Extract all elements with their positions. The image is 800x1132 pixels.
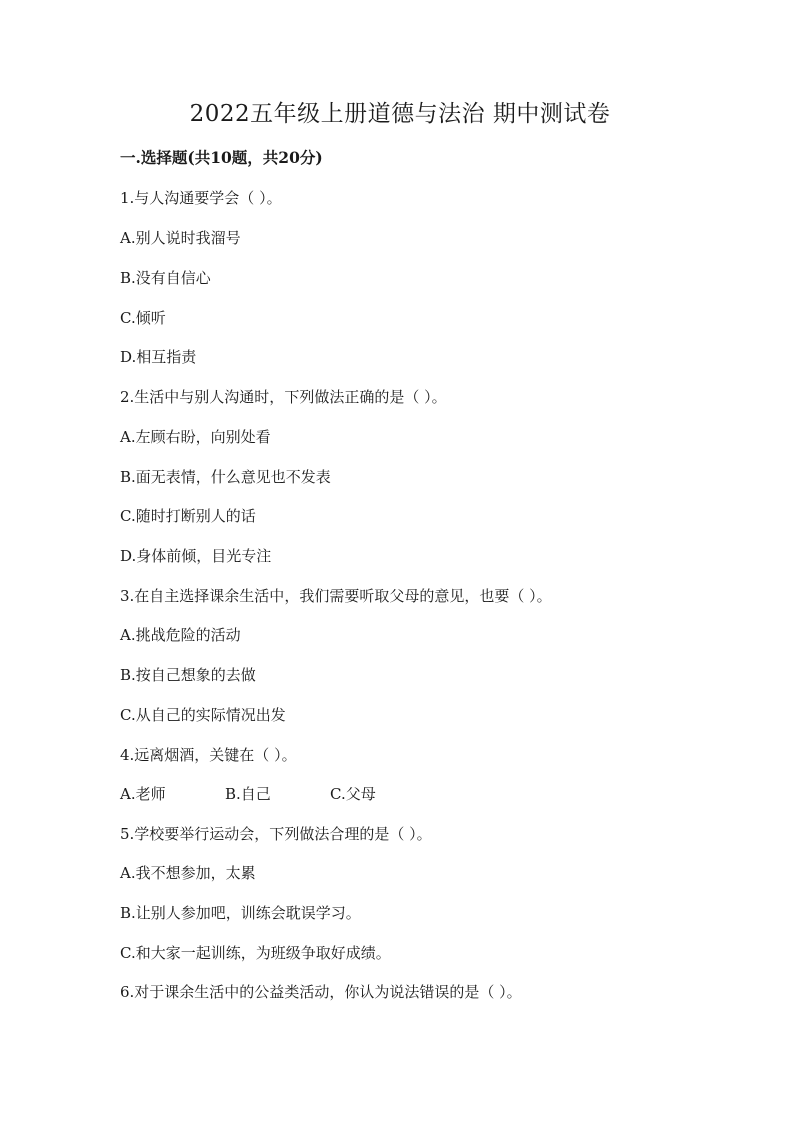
- question-2-option-a: A.左顾右盼，向别处看: [120, 428, 271, 446]
- question-2-option-b: B.面无表情，什么意见也不发表: [120, 468, 331, 486]
- question-1-option-a: A.别人说时我溜号: [120, 229, 241, 247]
- question-4-option-a: A.老师: [120, 785, 166, 803]
- question-3-option-b: B.按自己想象的去做: [120, 666, 256, 684]
- question-2-option-c: C.随时打断别人的话: [120, 507, 256, 525]
- question-3-option-a: A.挑战危险的活动: [120, 626, 241, 644]
- question-5-option-c: C.和大家一起训练，为班级争取好成绩。: [120, 944, 391, 962]
- question-2-option-d: D.身体前倾，目光专注: [120, 547, 272, 565]
- section-heading: 一.选择题(共10题，共20分): [120, 148, 323, 167]
- page-title: 2022五年级上册道德与法治 期中测试卷: [189, 101, 611, 127]
- question-5-stem: 5.学校要举行运动会，下列做法合理的是（ ）。: [120, 825, 432, 843]
- question-3-stem: 3.在自主选择课余生活中，我们需要听取父母的意见，也要（ ）。: [120, 587, 552, 605]
- question-5-option-b: B.让别人参加吧，训练会耽误学习。: [120, 904, 361, 922]
- question-6-stem: 6.对于课余生活中的公益类活动，你认为说法错误的是（ ）。: [120, 983, 522, 1001]
- question-4-stem: 4.远离烟酒，关键在（ ）。: [120, 746, 297, 764]
- question-1-option-c: C.倾听: [120, 309, 166, 327]
- question-1-stem: 1.与人沟通要学会（ ）。: [120, 189, 282, 207]
- question-2-stem: 2.生活中与别人沟通时，下列做法正确的是（ ）。: [120, 388, 447, 406]
- question-1-option-d: D.相互指责: [120, 348, 197, 366]
- question-4-option-b: B.自己: [225, 785, 271, 803]
- question-4-option-c: C.父母: [330, 785, 376, 803]
- question-1-option-b: B.没有自信心: [120, 269, 211, 287]
- question-5-option-a: A.我不想参加，太累: [120, 864, 256, 882]
- question-3-option-c: C.从自己的实际情况出发: [120, 706, 286, 724]
